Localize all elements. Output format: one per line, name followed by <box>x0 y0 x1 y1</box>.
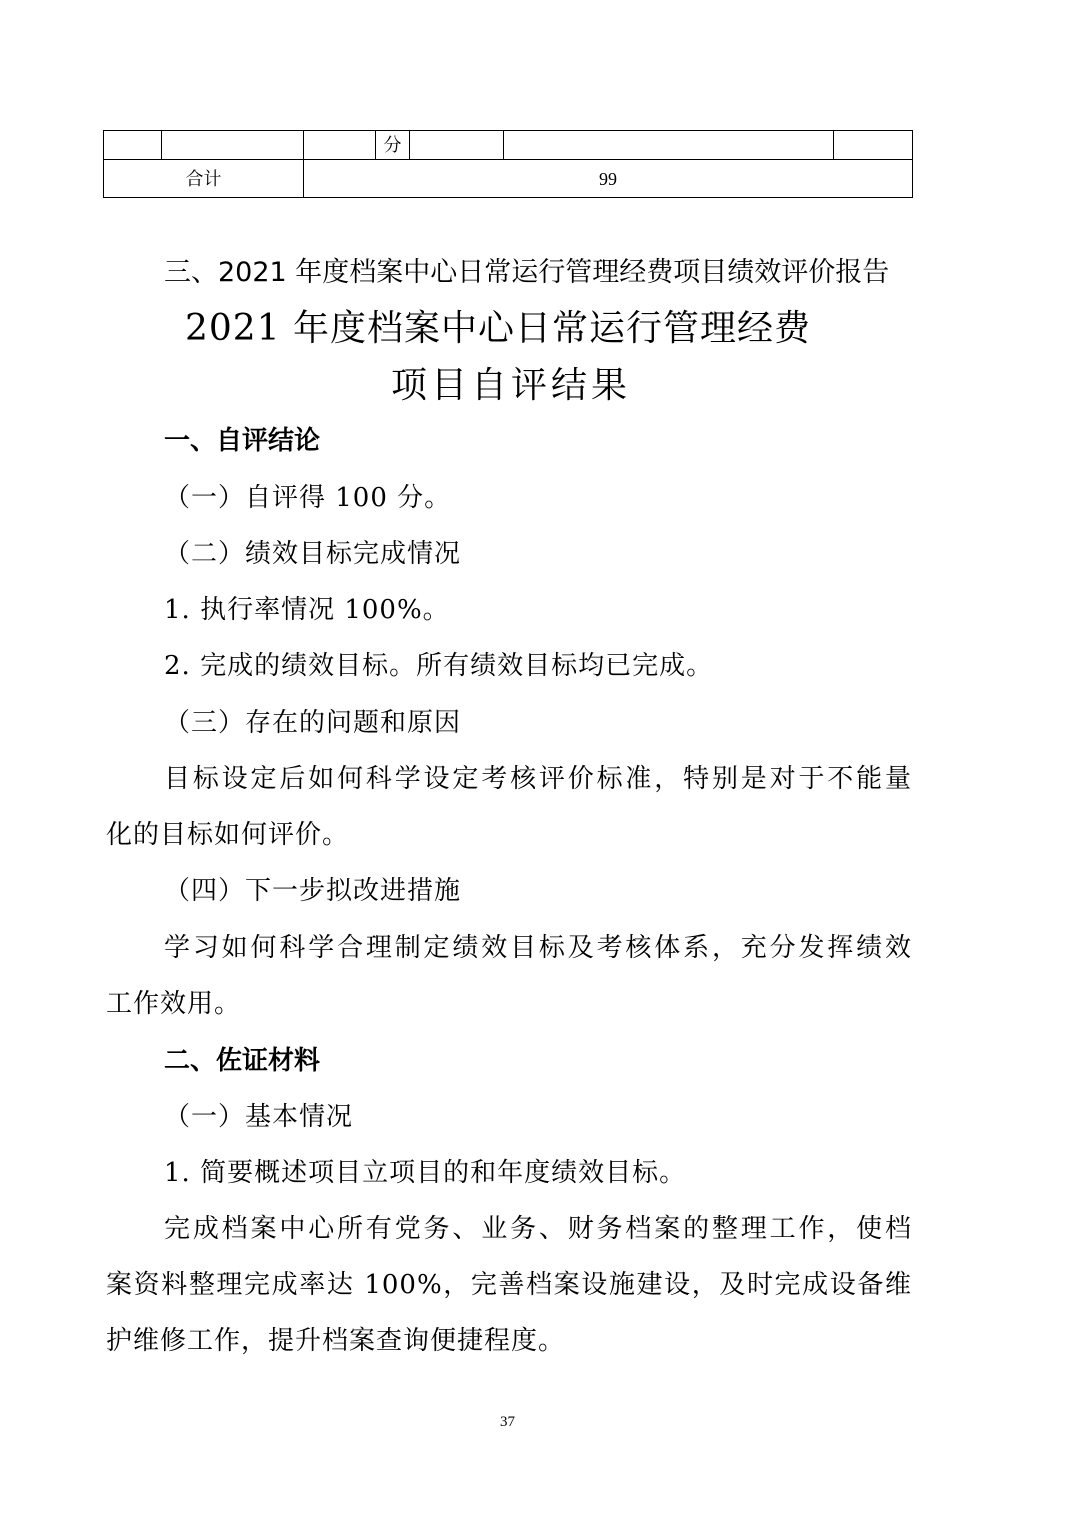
page-number: 37 <box>500 1414 515 1430</box>
paragraph: 护维修工作，提升档案查询便捷程度。 <box>106 1326 566 1356</box>
paragraph: 1. 简要概述项目立项目的和年度绩效目标。 <box>164 1158 687 1188</box>
paragraph: （二）绩效目标完成情况 <box>164 539 462 569</box>
table-cell <box>834 131 913 160</box>
paragraph: 完成档案中心所有党务、业务、财务档案的整理工作，使档 <box>164 1214 912 1244</box>
table-cell-unit: 分 <box>376 131 410 160</box>
paragraph: （三）存在的问题和原因 <box>164 708 462 738</box>
total-label: 合计 <box>104 160 304 198</box>
page-title-line2: 项目自评结果 <box>391 365 632 406</box>
paragraph: 1. 执行率情况 100%。 <box>164 595 450 625</box>
total-value: 99 <box>304 160 913 198</box>
paragraph: （四）下一步拟改进措施 <box>164 876 462 906</box>
section-1-heading: 一、自评结论 <box>164 426 321 456</box>
paragraph: 目标设定后如何科学设定考核评价标准，特别是对于不能量 <box>164 764 912 794</box>
page-title-line1: 2021 年度档案中心日常运行管理经费 <box>185 308 812 349</box>
table-cell <box>304 131 376 160</box>
paragraph: （一）自评得 100 分。 <box>164 483 452 513</box>
table-cell <box>104 131 162 160</box>
paragraph: 化的目标如何评价。 <box>106 820 350 850</box>
paragraph: 工作效用。 <box>106 989 242 1019</box>
table-row-total <box>104 160 913 198</box>
paragraph: （一）基本情况 <box>164 1102 354 1132</box>
section-heading: 三、2021 年度档案中心日常运行管理经费项目绩效评价报告 <box>164 257 890 288</box>
table-row <box>104 131 913 160</box>
table-cell <box>410 131 504 160</box>
paragraph: 学习如何科学合理制定绩效目标及考核体系，充分发挥绩效 <box>164 933 912 963</box>
table-cell <box>162 131 304 160</box>
score-table <box>103 130 913 198</box>
paragraph: 2. 完成的绩效目标。所有绩效目标均已完成。 <box>164 651 714 681</box>
section-2-heading: 二、佐证材料 <box>164 1046 321 1076</box>
table-cell <box>504 131 834 160</box>
paragraph: 案资料整理完成率达 100%，完善档案设施建设，及时完成设备维 <box>106 1270 912 1300</box>
